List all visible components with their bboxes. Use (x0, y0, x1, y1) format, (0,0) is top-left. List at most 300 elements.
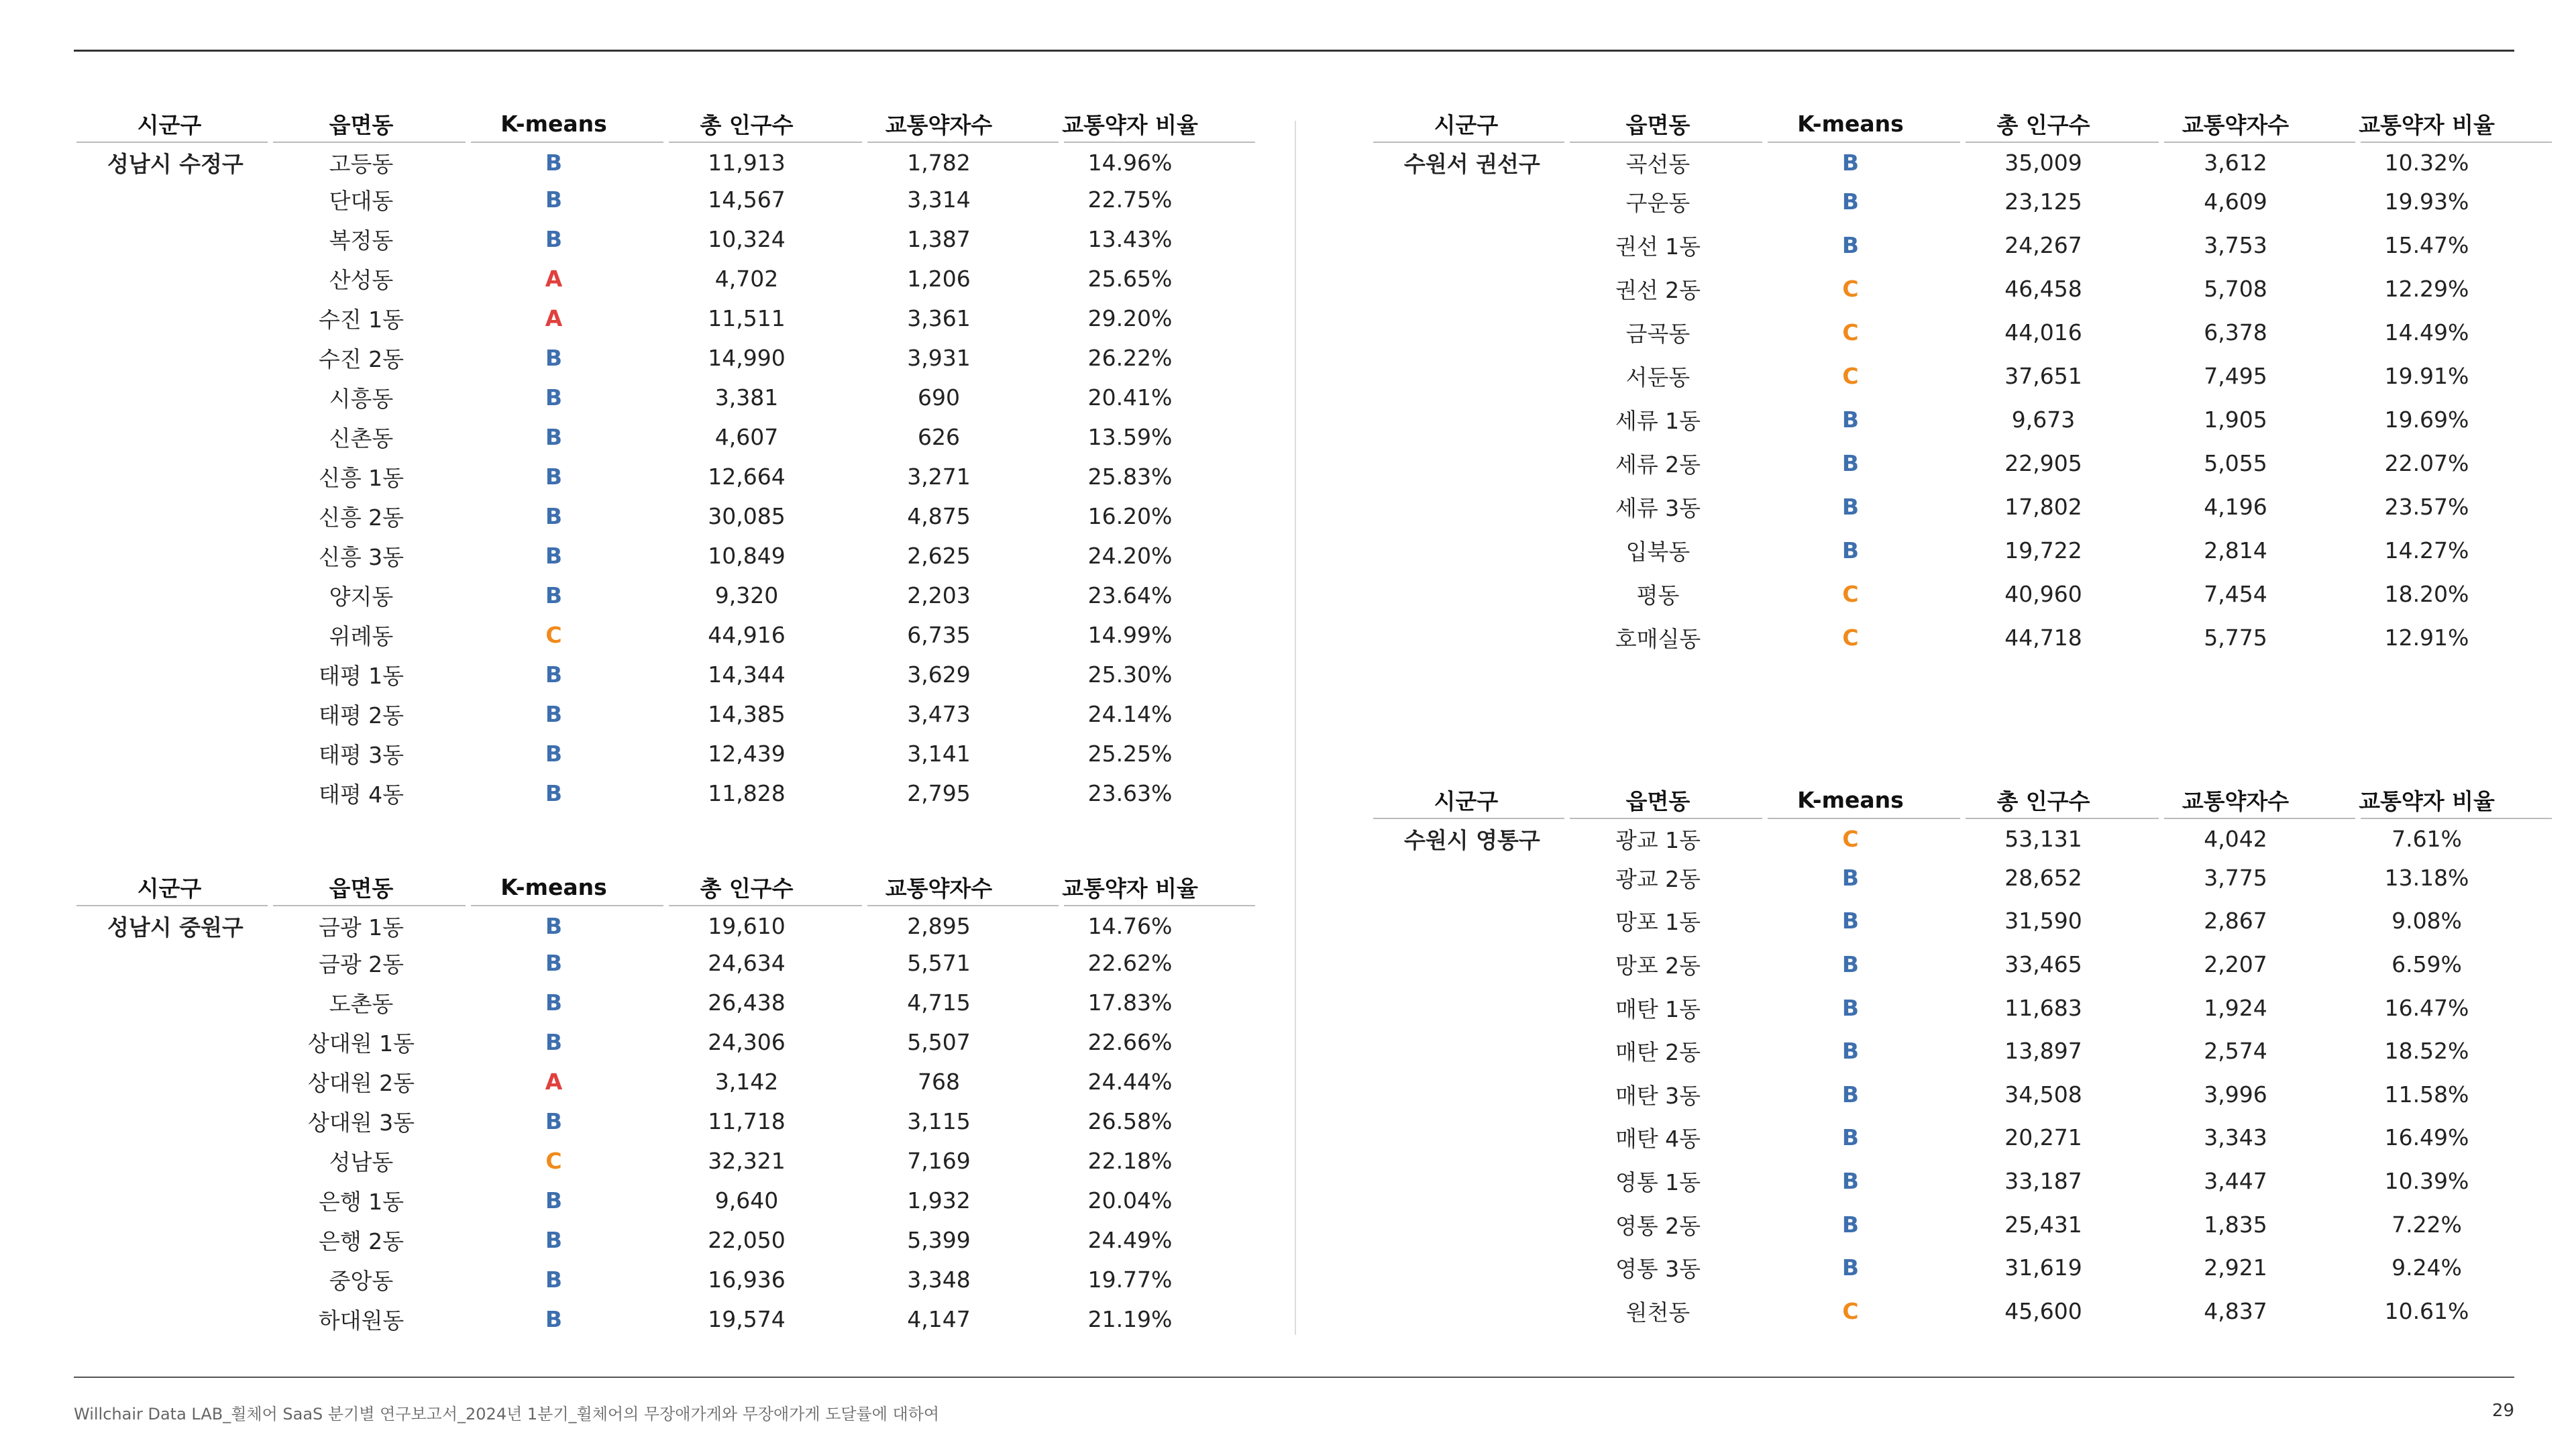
kmeans-cell: B (1841, 864, 1860, 891)
dong-cell: 망포 2동 (1615, 952, 1701, 979)
dong-cell: 권선 1동 (1615, 233, 1701, 260)
vulnerable-count-cell: 4,147 (907, 1306, 971, 1332)
dong-cell: 복정동 (329, 227, 394, 254)
table-row (1371, 572, 2555, 616)
dong-cell: 곡선동 (1625, 150, 1690, 177)
population-cell: 37,651 (2004, 363, 2082, 389)
table-row (1371, 485, 2555, 529)
dong-cell: 매탄 2동 (1615, 1039, 1701, 1066)
column-header: 읍면동 (1625, 111, 1690, 138)
dong-cell: 태평 3동 (318, 742, 405, 768)
table-row (74, 1141, 1258, 1181)
kmeans-cell: C (1842, 625, 1859, 651)
population-cell: 14,990 (708, 345, 786, 371)
district-cell: 성남시 중원구 (107, 914, 244, 941)
table-row (74, 694, 1258, 734)
column-header: 읍면동 (1625, 788, 1690, 814)
kmeans-cell: B (1841, 994, 1860, 1021)
kmeans-cell: B (545, 345, 563, 371)
column-header: 읍면동 (329, 111, 394, 138)
vulnerable-count-cell: 3,343 (2204, 1124, 2267, 1151)
table-row (1371, 821, 2555, 856)
dong-cell: 매탄 4동 (1615, 1126, 1701, 1152)
vulnerable-count-cell: 3,629 (907, 661, 971, 688)
column-header: 총 인구수 (700, 111, 794, 138)
dong-cell: 망포 1동 (1615, 909, 1701, 936)
population-cell: 44,016 (2004, 319, 2082, 345)
kmeans-cell: C (1842, 276, 1859, 302)
vulnerable-count-cell: 2,207 (2204, 951, 2267, 977)
kmeans-cell: B (1841, 951, 1860, 977)
vulnerable-count-cell: 7,169 (907, 1148, 971, 1174)
table-row (74, 1181, 1258, 1220)
header-underline (1371, 140, 2555, 145)
dong-cell: 금곡동 (1625, 321, 1690, 347)
table-row (1371, 1029, 2555, 1073)
kmeans-cell: C (1842, 319, 1859, 345)
table-row (74, 536, 1258, 576)
table-row (1371, 441, 2555, 485)
table-row (1371, 1289, 2555, 1333)
kmeans-cell: B (545, 1108, 563, 1134)
population-cell: 30,085 (708, 503, 786, 529)
vulnerable-ratio-cell: 16.20% (1087, 503, 1173, 529)
vulnerable-count-cell: 2,921 (2204, 1254, 2267, 1281)
vulnerable-count-cell: 2,867 (2204, 908, 2267, 934)
population-cell: 35,009 (2004, 149, 2082, 176)
kmeans-cell: B (545, 543, 563, 569)
vulnerable-count-cell: 626 (918, 424, 960, 450)
table-row (1371, 1203, 2555, 1246)
top-rule (74, 50, 2514, 52)
table-row (74, 943, 1258, 983)
table-row (1371, 616, 2555, 659)
population-cell: 14,344 (708, 661, 786, 688)
table-row (1371, 1073, 2555, 1116)
vulnerable-ratio-cell: 24.14% (1087, 701, 1173, 727)
table-row (74, 259, 1258, 299)
population-cell: 33,465 (2004, 951, 2082, 977)
vulnerable-ratio-cell: 19.69% (2384, 407, 2469, 433)
table-row (74, 457, 1258, 496)
vulnerable-ratio-cell: 21.19% (1087, 1306, 1173, 1332)
population-cell: 4,607 (714, 424, 779, 450)
dong-cell: 입북동 (1625, 539, 1690, 565)
dong-cell: 영통 1동 (1615, 1169, 1701, 1195)
dong-cell: 매탄 1동 (1615, 996, 1701, 1022)
dong-cell: 은행 1동 (318, 1189, 405, 1215)
vulnerable-ratio-cell: 13.43% (1087, 226, 1173, 252)
kmeans-cell: A (545, 266, 563, 292)
population-cell: 33,187 (2004, 1167, 2082, 1194)
dong-cell: 시흥동 (329, 386, 394, 412)
vulnerable-ratio-cell: 22.75% (1087, 186, 1173, 213)
dong-cell: 영통 3동 (1615, 1256, 1701, 1283)
vulnerable-count-cell: 5,775 (2204, 625, 2267, 651)
vulnerable-ratio-cell: 25.25% (1087, 741, 1173, 767)
vulnerable-count-cell: 7,454 (2204, 581, 2267, 607)
population-cell: 9,673 (2011, 407, 2076, 433)
kmeans-cell: C (1842, 363, 1859, 389)
vulnerable-count-cell: 2,814 (2204, 537, 2267, 564)
dong-cell: 산성동 (329, 267, 394, 293)
vulnerable-count-cell: 3,931 (907, 345, 971, 371)
vulnerable-count-cell: 3,314 (907, 186, 971, 213)
vulnerable-ratio-cell: 7.61% (2392, 825, 2462, 852)
bottom-rule (74, 1377, 2514, 1378)
vulnerable-ratio-cell: 14.49% (2384, 319, 2469, 345)
dong-cell: 구운동 (1625, 190, 1690, 216)
kmeans-cell: B (545, 1187, 563, 1214)
population-cell: 9,320 (714, 582, 779, 608)
table-suwon-gwonseon (1371, 107, 2555, 659)
vulnerable-ratio-cell: 25.83% (1087, 464, 1173, 490)
vulnerable-count-cell: 4,837 (2204, 1297, 2267, 1324)
table-row (1371, 354, 2555, 398)
column-header: 읍면동 (329, 875, 394, 902)
header-underline (74, 903, 1258, 908)
dong-cell: 서둔동 (1625, 364, 1690, 390)
dong-cell: 은행 2동 (318, 1228, 405, 1254)
vulnerable-count-cell: 3,775 (2204, 864, 2267, 891)
table-row (74, 1022, 1258, 1062)
vulnerable-count-cell: 3,115 (907, 1108, 971, 1134)
vulnerable-count-cell: 1,835 (2204, 1211, 2267, 1238)
kmeans-cell: B (545, 780, 563, 806)
vulnerable-count-cell: 3,447 (2204, 1167, 2267, 1194)
population-cell: 16,936 (708, 1267, 786, 1293)
header-underline (1371, 816, 2555, 821)
column-header: 교통약자 비율 (1062, 111, 1198, 138)
kmeans-cell: B (1841, 1081, 1860, 1108)
dong-cell: 상대원 1동 (308, 1030, 415, 1057)
dong-cell: 양지동 (329, 584, 394, 610)
dong-cell: 신흥 3동 (318, 544, 405, 570)
population-cell: 31,619 (2004, 1254, 2082, 1281)
vulnerable-ratio-cell: 23.64% (1087, 582, 1173, 608)
population-cell: 11,718 (708, 1108, 786, 1134)
vulnerable-count-cell: 4,875 (907, 503, 971, 529)
column-header: K-means (1797, 110, 1904, 137)
kmeans-cell: B (545, 701, 563, 727)
dong-cell: 수진 2동 (318, 346, 405, 372)
vulnerable-ratio-cell: 24.20% (1087, 543, 1173, 569)
vulnerable-count-cell: 5,708 (2204, 276, 2267, 302)
kmeans-cell: B (545, 464, 563, 490)
vulnerable-ratio-cell: 6.59% (2392, 951, 2462, 977)
kmeans-cell: C (1842, 1297, 1859, 1324)
vulnerable-ratio-cell: 14.76% (1087, 912, 1173, 939)
vulnerable-ratio-cell: 26.58% (1087, 1108, 1173, 1134)
population-cell: 12,439 (708, 741, 786, 767)
table-row (1371, 900, 2555, 943)
population-cell: 17,802 (2004, 494, 2082, 520)
vulnerable-ratio-cell: 12.91% (2384, 625, 2469, 651)
dong-cell: 중앙동 (329, 1268, 394, 1294)
table-row (74, 1062, 1258, 1102)
table-row (74, 1102, 1258, 1141)
column-header: 시군구 (1434, 111, 1499, 138)
dong-cell: 영통 2동 (1615, 1212, 1701, 1239)
table-row (74, 908, 1258, 943)
table-row (74, 615, 1258, 655)
vulnerable-ratio-cell: 14.27% (2384, 537, 2469, 564)
dong-cell: 태평 4동 (318, 782, 405, 808)
kmeans-cell: B (545, 149, 563, 176)
dong-cell: 고등동 (329, 150, 394, 177)
kmeans-cell: B (545, 186, 563, 213)
dong-cell: 신촌동 (329, 425, 394, 451)
population-cell: 3,142 (714, 1069, 779, 1095)
dong-cell: 세류 2동 (1615, 451, 1701, 478)
vulnerable-ratio-cell: 22.62% (1087, 950, 1173, 976)
population-cell: 22,050 (708, 1227, 786, 1253)
table-row (1371, 1246, 2555, 1289)
vulnerable-count-cell: 5,571 (907, 950, 971, 976)
vulnerable-ratio-cell: 23.63% (1087, 780, 1173, 806)
kmeans-cell: B (1841, 1124, 1860, 1151)
vulnerable-count-cell: 6,378 (2204, 319, 2267, 345)
vulnerable-ratio-cell: 22.07% (2384, 450, 2469, 476)
population-cell: 10,849 (708, 543, 786, 569)
vulnerable-count-cell: 1,905 (2204, 407, 2267, 433)
footer-text: Willchair Data LAB_휠체어 SaaS 분기별 연구보고서_2024년 1분기_휠체어의 무장애가게와 무장애가게 도달률에 대하여 (74, 1405, 940, 1424)
population-cell: 24,634 (708, 950, 786, 976)
vulnerable-ratio-cell: 19.91% (2384, 363, 2469, 389)
vulnerable-count-cell: 3,612 (2204, 149, 2267, 176)
kmeans-cell: B (545, 424, 563, 450)
vulnerable-count-cell: 1,206 (907, 266, 971, 292)
dong-cell: 태평 2동 (318, 702, 405, 729)
vulnerable-ratio-cell: 25.30% (1087, 661, 1173, 688)
column-header: 교통약자 비율 (2359, 788, 2495, 814)
kmeans-cell: B (545, 503, 563, 529)
kmeans-cell: A (545, 1069, 563, 1095)
population-cell: 45,600 (2004, 1297, 2082, 1324)
kmeans-cell: B (545, 1267, 563, 1293)
population-cell: 13,897 (2004, 1038, 2082, 1065)
column-header: 총 인구수 (1996, 111, 2090, 138)
vulnerable-count-cell: 2,795 (907, 780, 971, 806)
population-cell: 14,567 (708, 186, 786, 213)
population-cell: 11,913 (708, 149, 786, 176)
kmeans-cell: B (1841, 407, 1860, 433)
column-header: 교통약자수 (885, 875, 993, 902)
table-row (74, 734, 1258, 773)
dong-cell: 신흥 2동 (318, 504, 405, 531)
vulnerable-ratio-cell: 18.52% (2384, 1038, 2469, 1065)
kmeans-cell: B (1841, 908, 1860, 934)
population-cell: 11,683 (2004, 994, 2082, 1021)
table-row (1371, 856, 2555, 900)
column-divider (1295, 121, 1296, 1335)
vulnerable-ratio-cell: 18.20% (2384, 581, 2469, 607)
table-header (1371, 784, 2555, 816)
table-row (1371, 267, 2555, 311)
dong-cell: 평동 (1636, 582, 1680, 608)
column-header: 교통약자수 (2182, 111, 2290, 138)
population-cell: 3,381 (714, 384, 779, 411)
vulnerable-count-cell: 5,055 (2204, 450, 2267, 476)
population-cell: 28,652 (2004, 864, 2082, 891)
kmeans-cell: B (1841, 189, 1860, 215)
population-cell: 11,511 (708, 305, 786, 331)
kmeans-cell: B (1841, 1211, 1860, 1238)
vulnerable-ratio-cell: 13.59% (1087, 424, 1173, 450)
population-cell: 24,306 (708, 1029, 786, 1055)
table-row (1371, 943, 2555, 986)
column-header: 시군구 (137, 111, 202, 138)
table-row (1371, 223, 2555, 267)
vulnerable-ratio-cell: 20.04% (1087, 1187, 1173, 1214)
vulnerable-count-cell: 3,473 (907, 701, 971, 727)
vulnerable-count-cell: 6,735 (907, 622, 971, 648)
table-header (1371, 107, 2555, 140)
dong-cell: 광교 1동 (1615, 826, 1701, 853)
kmeans-cell: B (545, 384, 563, 411)
vulnerable-ratio-cell: 22.18% (1087, 1148, 1173, 1174)
table-row (74, 1299, 1258, 1339)
vulnerable-ratio-cell: 15.47% (2384, 232, 2469, 258)
table-row (74, 338, 1258, 378)
population-cell: 20,271 (2004, 1124, 2082, 1151)
vulnerable-count-cell: 3,271 (907, 464, 971, 490)
kmeans-cell: B (545, 1306, 563, 1332)
vulnerable-count-cell: 5,399 (907, 1227, 971, 1253)
vulnerable-ratio-cell: 14.96% (1087, 149, 1173, 176)
table-row (1371, 529, 2555, 572)
table-row (74, 180, 1258, 219)
population-cell: 25,431 (2004, 1211, 2082, 1238)
vulnerable-ratio-cell: 29.20% (1087, 305, 1173, 331)
vulnerable-ratio-cell: 25.65% (1087, 266, 1173, 292)
table-seongnam-jungwon (74, 871, 1258, 1339)
dong-cell: 신흥 1동 (318, 465, 405, 491)
population-cell: 9,640 (714, 1187, 779, 1214)
column-header: 총 인구수 (1996, 788, 2090, 814)
vulnerable-ratio-cell: 24.49% (1087, 1227, 1173, 1253)
vulnerable-count-cell: 3,996 (2204, 1081, 2267, 1108)
vulnerable-ratio-cell: 20.41% (1087, 384, 1173, 411)
dong-cell: 상대원 2동 (308, 1070, 415, 1096)
table-row (1371, 398, 2555, 441)
table-row (1371, 986, 2555, 1030)
population-cell: 19,610 (708, 912, 786, 939)
vulnerable-ratio-cell: 10.61% (2384, 1297, 2469, 1324)
population-cell: 22,905 (2004, 450, 2082, 476)
vulnerable-ratio-cell: 13.18% (2384, 864, 2469, 891)
dong-cell: 하대원동 (318, 1307, 405, 1334)
vulnerable-ratio-cell: 19.77% (1087, 1267, 1173, 1293)
dong-cell: 광교 2동 (1615, 865, 1701, 892)
dong-cell: 성남동 (329, 1149, 394, 1175)
district-cell: 수원시 영통구 (1404, 826, 1540, 853)
table-row (74, 1220, 1258, 1260)
dong-cell: 권선 2동 (1615, 277, 1701, 303)
table-row (1371, 180, 2555, 223)
vulnerable-ratio-cell: 9.24% (2392, 1254, 2462, 1281)
kmeans-cell: B (545, 582, 563, 608)
table-suwon-yeongtong (1371, 784, 2555, 1333)
vulnerable-ratio-cell: 10.32% (2384, 149, 2469, 176)
dong-cell: 호매실동 (1615, 626, 1701, 652)
population-cell: 31,590 (2004, 908, 2082, 934)
table-row (74, 1260, 1258, 1299)
vulnerable-count-cell: 7,495 (2204, 363, 2267, 389)
dong-cell: 위례동 (329, 623, 394, 649)
population-cell: 46,458 (2004, 276, 2082, 302)
kmeans-cell: B (1841, 1254, 1860, 1281)
kmeans-cell: C (1842, 581, 1859, 607)
column-header: K-means (1797, 786, 1904, 813)
column-header: 교통약자 비율 (1062, 875, 1198, 902)
table-row (1371, 1116, 2555, 1160)
kmeans-cell: A (545, 305, 563, 331)
population-cell: 11,828 (708, 780, 786, 806)
vulnerable-count-cell: 3,348 (907, 1267, 971, 1293)
vulnerable-ratio-cell: 10.39% (2384, 1167, 2469, 1194)
kmeans-cell: B (545, 661, 563, 688)
kmeans-cell: B (1841, 537, 1860, 564)
population-cell: 19,722 (2004, 537, 2082, 564)
column-header: 시군구 (137, 875, 202, 902)
column-header: 교통약자수 (885, 111, 993, 138)
table-row (1371, 145, 2555, 180)
district-cell: 수원서 권선구 (1404, 150, 1540, 177)
header-underline (74, 140, 1258, 145)
table-row (1371, 1159, 2555, 1203)
vulnerable-count-cell: 3,753 (2204, 232, 2267, 258)
vulnerable-count-cell: 1,924 (2204, 994, 2267, 1021)
district-cell: 성남시 수정구 (107, 150, 244, 177)
table-row (74, 576, 1258, 615)
dong-cell: 세류 3동 (1615, 495, 1701, 521)
dong-cell: 단대동 (329, 188, 394, 214)
population-cell: 44,718 (2004, 625, 2082, 651)
dong-cell: 도촌동 (329, 991, 394, 1017)
kmeans-cell: C (1842, 825, 1859, 852)
table-seongnam-sujeong (74, 107, 1258, 813)
vulnerable-count-cell: 3,141 (907, 741, 971, 767)
vulnerable-count-cell: 4,609 (2204, 189, 2267, 215)
table-row (74, 983, 1258, 1022)
population-cell: 32,321 (708, 1148, 786, 1174)
table-row (74, 378, 1258, 417)
dong-cell: 금광 2동 (318, 951, 405, 977)
population-cell: 53,131 (2004, 825, 2082, 852)
column-header: K-means (500, 873, 607, 900)
table-row (74, 655, 1258, 694)
table-row (74, 496, 1258, 536)
kmeans-cell: B (545, 989, 563, 1016)
column-header: 총 인구수 (700, 875, 794, 902)
column-header: 교통약자수 (2182, 788, 2290, 814)
vulnerable-count-cell: 1,387 (907, 226, 971, 252)
vulnerable-ratio-cell: 7.22% (2392, 1211, 2462, 1238)
vulnerable-ratio-cell: 19.93% (2384, 189, 2469, 215)
column-header: 시군구 (1434, 788, 1499, 814)
kmeans-cell: B (545, 1227, 563, 1253)
kmeans-cell: B (1841, 1167, 1860, 1194)
population-cell: 10,324 (708, 226, 786, 252)
kmeans-cell: B (545, 226, 563, 252)
kmeans-cell: B (545, 950, 563, 976)
vulnerable-count-cell: 1,932 (907, 1187, 971, 1214)
table-row (74, 145, 1258, 180)
column-header: 교통약자 비율 (2359, 111, 2495, 138)
kmeans-cell: B (1841, 450, 1860, 476)
vulnerable-count-cell: 4,196 (2204, 494, 2267, 520)
